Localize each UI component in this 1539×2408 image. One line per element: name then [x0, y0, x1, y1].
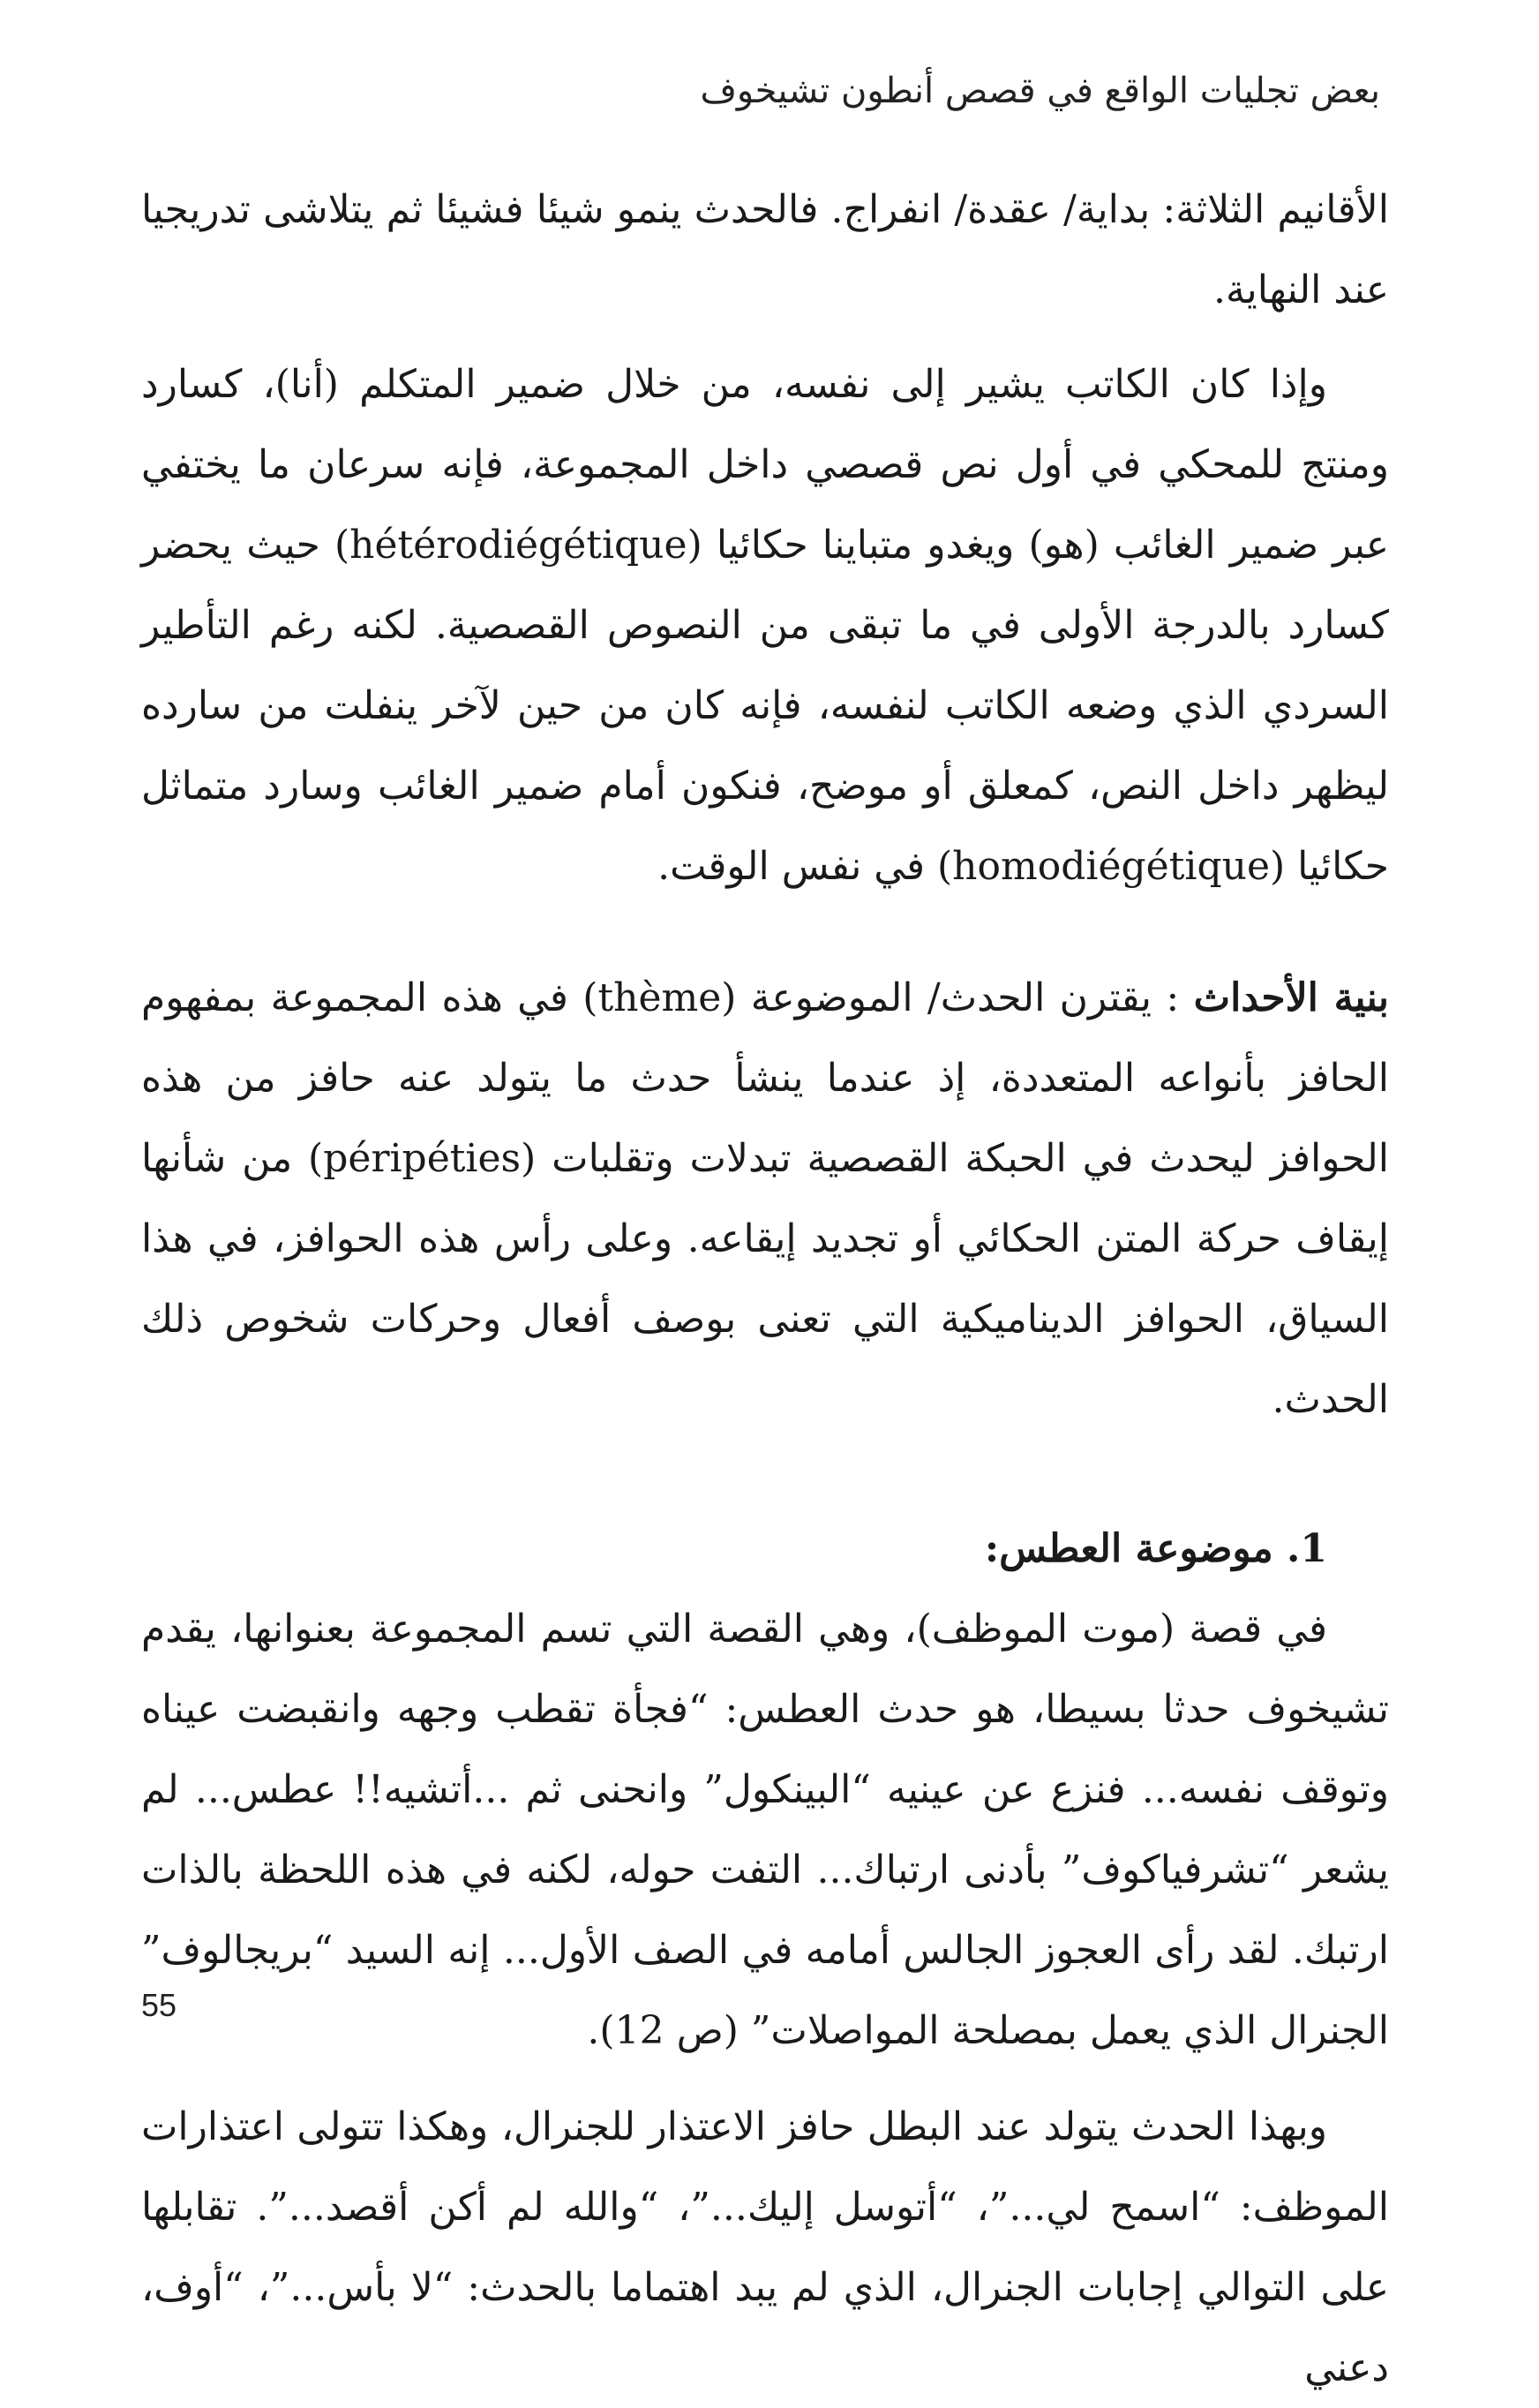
page-number: 55 — [141, 1987, 177, 2023]
paragraph-death-of-clerk: في قصة (موت الموظف)، وهي القصة التي تسم المجموعة بعنوانها، يقدم تشيخوف حدثا بسيطا، هو حدث العطس: “فجأة تقطب وجهه وانقبضت عيناه وتوقف نفسه... فنزع عن عينيه “البينكول” وانحنى ثم ...أتشيه!! عطس... لم يشعر “تشرفياكوف” بأدنى ارتباك... التفت حوله، لكنه في هذه اللحظة بالذات ارتبك. لقد رأى العجوز الجالس أمامه في الصف الأول... إنه السيد “بريجالوف” الجنرال الذي يعمل بمصلحة المواصلات” (ص 12). — [141, 1607, 1389, 2053]
section-title-sneeze-theme: 1. موضوعة العطس: — [984, 1526, 1327, 1571]
body-text — [141, 169, 1389, 2408]
paragraph-events-structure-text: : يقترن الحدث/ الموضوعة (thème) في هذه المجموعة بمفهوم الحافز بأنواعه المتعددة، إذ عندما ينشأ حدث ما يتولد عنه حافز من هذه الحوافز ليحدث في الحبكة القصصية تبدلات وتقلبات (péripéties) من شأنها إيقاف حركة المتن الحكائي أو تجديد إيقاعه. وعلى رأس هذه الحوافز، في هذا السياق، الحوافز الديناميكية التي تعنى بوصف أفعال وحركات شخوص ذلك الحدث. — [141, 975, 1389, 1422]
inline-heading-events-structure: بنية الأحداث — [1193, 975, 1390, 1020]
paragraph-apology-motive: وبهذا الحدث يتولد عند البطل حافز الاعتذار للجنرال، وهكذا تتولى اعتذارات الموظف: “اسمح لي...”، “أتوسل إليك...”، “والله لم أكن أقصد...”. تقابلها على التوالي إجابات الجنرال، الذي لم يبد اهتماما بالحدث: “لا بأس...”، “أوف، دعني — [141, 2104, 1389, 2390]
paragraph-narrator: وإذا كان الكاتب يشير إلى نفسه، من خلال ضمير المتكلم (أنا)، كسارد ومنتج للمحكي في أول نص قصصي داخل المجموعة، فإنه سرعان ما يختفي عبر ضمير الغائب (هو) ويغدو متباينا حكائيا (hétérodiégétique) حيث يحضر كسارد بالدرجة الأولى في ما تبقى من النصوص القصصية. لكنه رغم التأطير السردي الذي وضعه الكاتب لنفسه، فإنه كان من حين لآخر ينفلت من سارده ليظهر داخل النص، كمعلق أو موضح، فنكون أمام ضمير الغائب وسارد متماثل حكائيا (homodiégétique) في نفس الوقت. — [141, 362, 1389, 889]
paragraph-events-structure — [141, 958, 1389, 1440]
paragraph-continuation: الأقانيم الثلاثة: بداية/ عقدة/ انفراج. فالحدث ينمو شيئا فشيئا ثم يتلاشى تدريجيا عند النهاية. — [141, 187, 1389, 312]
running-header: بعض تجليات الواقع في قصص أنطون تشيخوف — [700, 71, 1380, 111]
